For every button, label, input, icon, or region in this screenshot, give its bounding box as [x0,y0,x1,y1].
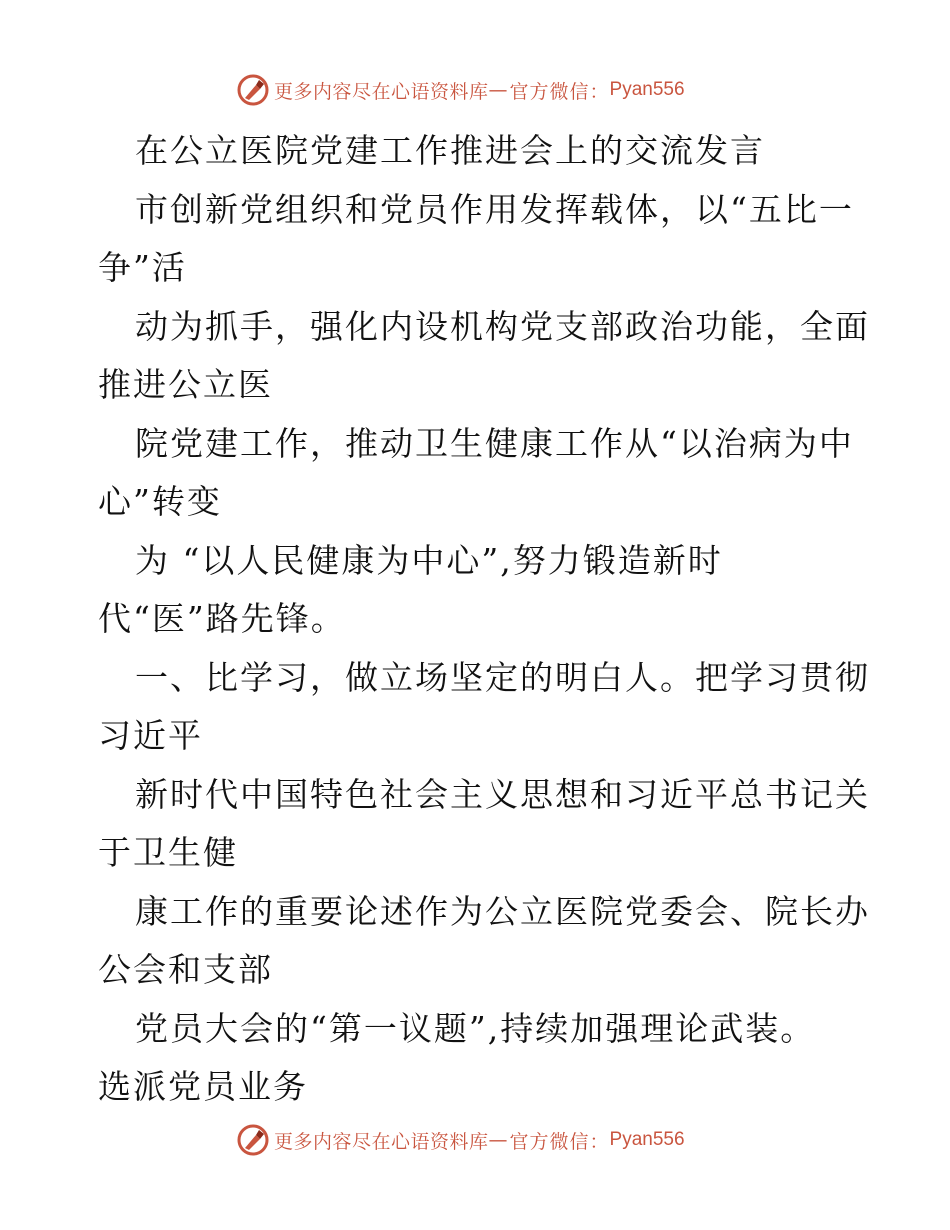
watermark-sub-text: 官方微信： [509,80,610,103]
text-line: 推进公立医 [98,365,273,404]
watermark-wechat-id: Pyan556 [609,79,685,100]
pen-nib-circle-icon [236,1123,270,1157]
text-line: 康工作的重要论述作为公立医院党委会、院长办 [135,891,870,931]
text-line: 市创新党组织和党员作用发挥载体，以“五比一 [135,189,854,229]
text-line: 公会和支部 [98,950,273,989]
watermark-wechat-id: Pyan556 [609,1129,685,1150]
watermark-main-text: 更多内容尽在心语资料库 [274,1130,489,1153]
text-line: 一、比学习，做立场坚定的明白人。把学习贯彻 [135,657,870,697]
text-line: 党员大会的“第一议题”,持续加强理论武装。 [135,1008,816,1048]
watermark-sub-text: 官方微信： [509,1130,610,1153]
watermark-dash: — [488,79,508,101]
text-line: 代“医”路先锋。 [98,599,346,638]
document-body [98,122,870,1117]
text-line: 新时代中国特色社会主义思想和习近平总书记关 [135,774,870,814]
watermark-dash: — [488,1129,508,1151]
text-line: 在公立医院党建工作推进会上的交流发言 [135,131,765,170]
text-line: 院党建工作，推动卫生健康工作从“以治病为中 [135,423,854,463]
text-line: 选派党员业务 [98,1067,308,1106]
text-line: 动为抓手，强化内设机构党支部政治功能，全面 [135,306,870,346]
text-line: 于卫生健 [98,833,238,872]
footer-watermark [236,1122,685,1158]
header-watermark [236,72,685,108]
text-line: 争”活 [98,248,187,287]
text-line: 为 “以人民健康为中心”,努力锻造新时 [135,540,723,580]
watermark-main-text: 更多内容尽在心语资料库 [274,80,489,103]
pen-nib-circle-icon [236,73,270,107]
text-line: 习近平 [98,716,203,755]
text-line: 心”转变 [98,482,222,521]
